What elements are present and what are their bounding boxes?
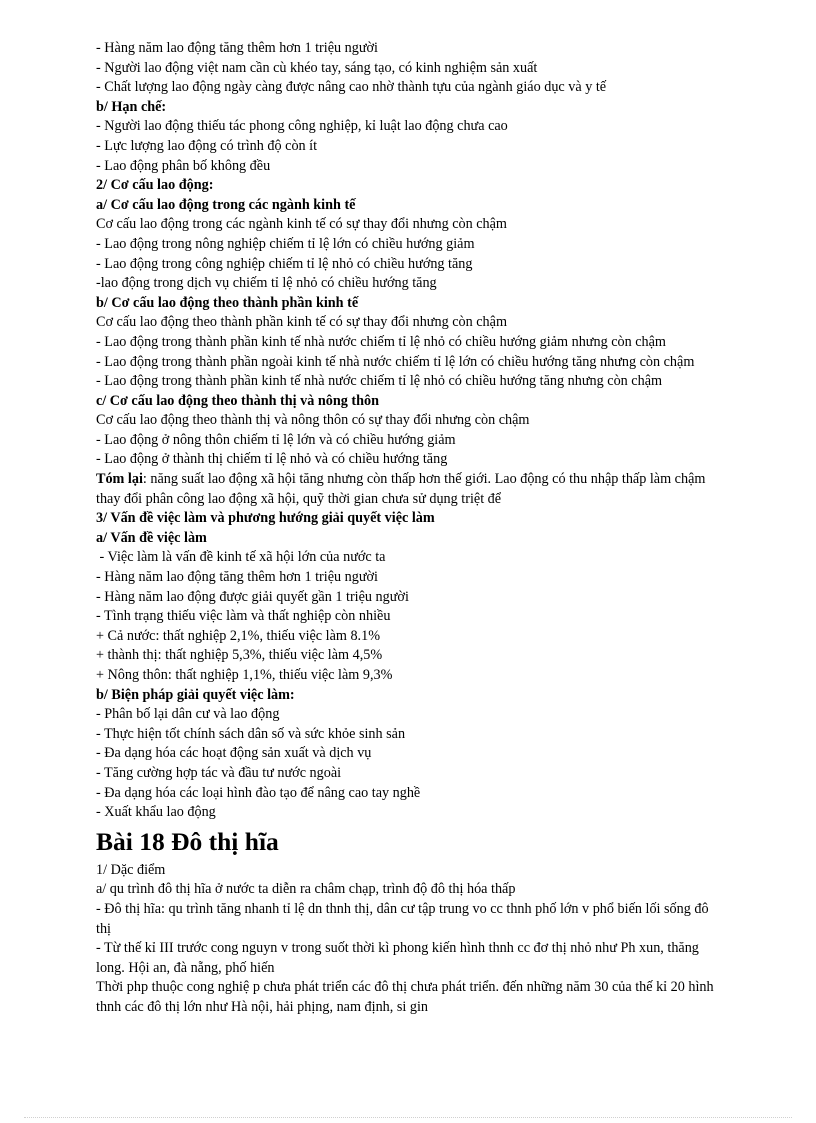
text-line: - Tình trạng thiếu việc làm và thất nghiệp còn nhiều — [96, 608, 391, 625]
summary-label: Tóm lại — [96, 471, 143, 488]
paragraph: - Lao động trong thành phần kinh tế nhà nước chiếm tỉ lệ nhỏ có chiều hướng giảm nhưng còn chậm — [96, 333, 666, 350]
paragraph: - Đô thị hĩa: qu trình tăng nhanh tỉ lệ dn thnh thị, dân cư tập trung vo cc thnh phố lớn v phổ biến lối sống đô thị — [96, 900, 709, 937]
paragraph: - Lao động trong thành phần kinh tế nhà nước chiếm tỉ lệ nhỏ có chiều hướng tăng nhưng còn chậm — [96, 373, 663, 390]
heading-2c: c/ Cơ cấu lao động theo thành thị và nông thôn — [96, 392, 379, 409]
text-line: - Chất lượng lao động ngày càng được nâng cao nhờ thành tựu của ngành giáo dục và y tế — [96, 79, 607, 96]
text-line: - Hàng năm lao động tăng thêm hơn 1 triệu người — [96, 569, 378, 586]
text-line: - Lao động trong công nghiệp chiếm tỉ lệ nhỏ có chiều hướng tăng — [96, 255, 473, 272]
text-line: - Việc làm là vấn đề kinh tế xã hội lớn của nước ta — [96, 549, 386, 566]
text-line: a/ qu trình đô thị hĩa ở nước ta diễn ra châm chạp, trình độ đô thị hóa thấp — [96, 881, 516, 898]
text-line: Cơ cấu lao động trong các ngành kinh tế có sự thay đổi nhưng còn chậm — [96, 216, 507, 233]
heading-3b: b/ Biện pháp giải quyết việc làm: — [96, 686, 295, 703]
text-line: - Thực hiện tốt chính sách dân số và sức khỏe sinh sản — [96, 725, 406, 742]
text-line: - Hàng năm lao động tăng thêm hơn 1 triệu người — [96, 40, 378, 56]
summary-paragraph — [96, 470, 726, 509]
paragraph: - Lao động trong thành phần ngoài kinh tế nhà nước chiếm tỉ lệ lớn có chiều hướng tăng nhưng còn chậm — [96, 353, 695, 370]
heading-3a: a/ Vấn đề việc làm — [96, 529, 207, 546]
text-line: - Phân bố lại dân cư và lao động — [96, 706, 280, 723]
heading-2b: b/ Cơ cấu lao động theo thành phần kinh tế — [96, 294, 359, 311]
text-line: + Nông thôn: thất nghiệp 1,1%, thiếu việc làm 9,3% — [96, 667, 393, 683]
text-line: - Lao động phân bố không đều — [96, 157, 271, 174]
text-line: - Đa dạng hóa các hoạt động sản xuất và dịch vụ — [96, 745, 372, 762]
lesson-title: Bài 18 Đô thị hĩa — [96, 826, 279, 856]
text-line: 1/ Dặc điểm — [96, 861, 166, 878]
text-line: - Tăng cường hợp tác và đầu tư nước ngoài — [96, 764, 342, 781]
paragraph: Thời php thuộc cong nghiệ p chưa phát triển các đô thị chưa phát triển. đến những năm 30 của thế kỉ 20 hình thnh các đô thị lớn như Hà nội, hải phịng, nam định, si gin — [96, 979, 714, 1015]
text-line: - Hàng năm lao động được giải quyết gần 1 triệu người — [96, 588, 409, 605]
text-line: - Lực lượng lao động có trình độ còn ít — [96, 137, 318, 154]
text-line: - Đa dạng hóa các loại hình đào tạo để nâng cao tay nghề — [96, 784, 421, 801]
document-page — [96, 39, 726, 1018]
summary-text: : năng suất lao động xã hội tăng nhưng còn thấp hơn thế giới. Lao động có thu nhập thấp làm chậm thay đổi phân công lao động xã hội, quỹ thời gian chưa sử dụng triệt để — [96, 471, 706, 507]
heading-2a: a/ Cơ cấu lao động trong các ngành kinh tế — [96, 196, 356, 213]
paragraph: - Từ thế kỉ III trước cong nguyn v trong suốt thời kì phong kiến hình thnh cc đơ thị nhỏ như Ph xun, thăng long. Hội an, đà nẵng, phố hiến — [96, 940, 699, 976]
text-line: + Cả nước: thất nghiệp 2,1%, thiếu việc làm 8.1% — [96, 627, 381, 644]
text-line: Cơ cấu lao động theo thành thị và nông thôn có sự thay đổi nhưng còn chậm — [96, 412, 530, 429]
text-line: - Lao động ở thành thị chiếm tỉ lệ nhỏ và có chiều hướng tăng — [96, 451, 448, 468]
text-line: - Người lao động thiếu tác phong công nghiệp, kỉ luật lao động chưa cao — [96, 118, 508, 135]
text-line: -lao động trong dịch vụ chiếm tỉ lệ nhỏ có chiều hướng tăng — [96, 275, 437, 292]
heading-3: 3/ Vấn đề việc làm và phương hướng giải quyết việc làm — [96, 510, 435, 527]
text-line: Cơ cấu lao động theo thành phần kinh tế có sự thay đổi nhưng còn chậm — [96, 314, 507, 331]
text-line: - Lao động ở nông thôn chiếm tỉ lệ lớn và có chiều hướng giảm — [96, 431, 456, 448]
heading-2: 2/ Cơ cấu lao động: — [96, 177, 214, 194]
text-line: + thành thị: thất nghiệp 5,3%, thiếu việc làm 4,5% — [96, 647, 383, 664]
text-line: - Lao động trong nông nghiệp chiếm tỉ lệ lớn có chiều hướng giảm — [96, 235, 475, 252]
text-line: - Xuất khẩu lao động — [96, 804, 216, 821]
page-bottom-divider — [24, 1117, 792, 1118]
text-line: - Người lao động việt nam cần cù khéo tay, sáng tạo, có kinh nghiệm sản xuất — [96, 59, 538, 76]
heading-b-han-che: b/ Hạn chế: — [96, 98, 167, 115]
